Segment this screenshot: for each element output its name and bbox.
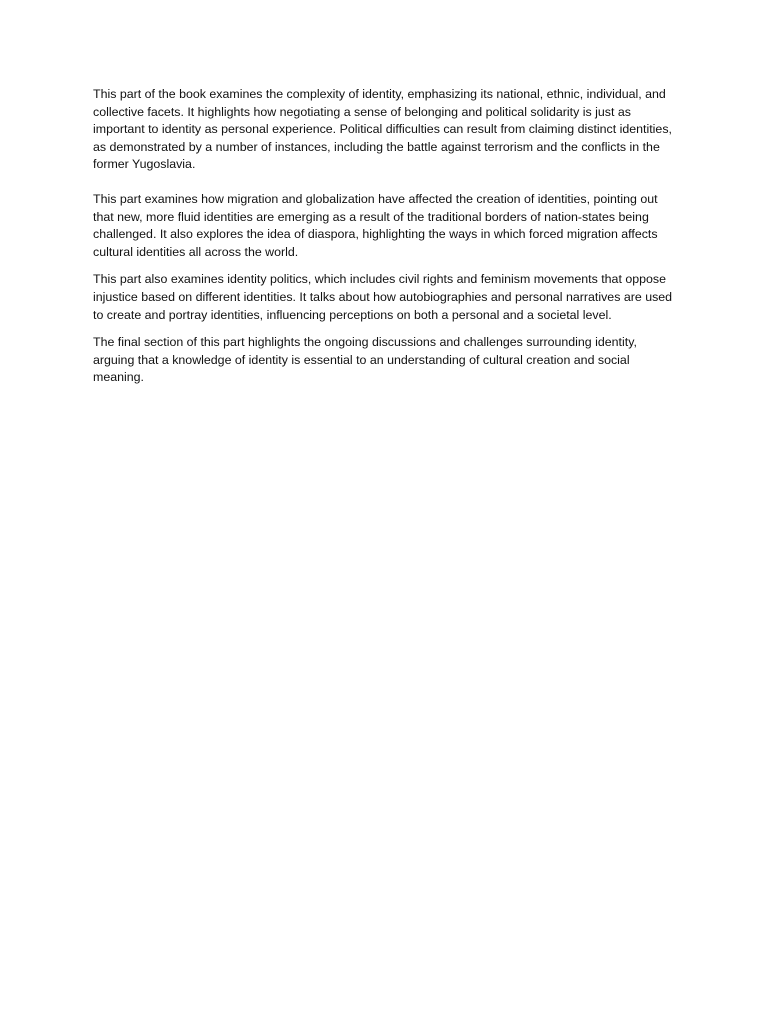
paragraph-final-section: The final section of this part highlights the ongoing discussions and challenges surrounding identity, arguing that a knowledge of identity is essential to an understanding of cultural creation and social meaning. [93, 335, 637, 385]
paragraph-migration-globalization: This part examines how migration and globalization have affected the creation of identities, pointing out that new, more fluid identities are emerging as a result of the traditional borders of nation-states being challenged. It also explores the idea of diaspora, highlighting the ways in which forced migration affects cultural identities all across the world. [93, 191, 658, 259]
paragraph-identity-politics: This part also examines identity politics, which includes civil rights and feminism movements that oppose injustice based on different identities. It talks about how autobiographies and personal narratives are used to create and portray identities, influencing perceptions on both a personal and a societal level. [93, 272, 673, 322]
paragraph-identity-complexity: This part of the book examines the complexity of identity, emphasizing its national, ethnic, individual, and collective facets. It highlights how negotiating a sense of belonging and political solidarity is just as important to identity as personal experience. Political difficulties can result from claiming distinct identities, as demonstrated by a number of instances, including the battle against terrorism and the conflicts in the former Yugoslavia. [93, 87, 672, 172]
document-body [93, 86, 679, 387]
